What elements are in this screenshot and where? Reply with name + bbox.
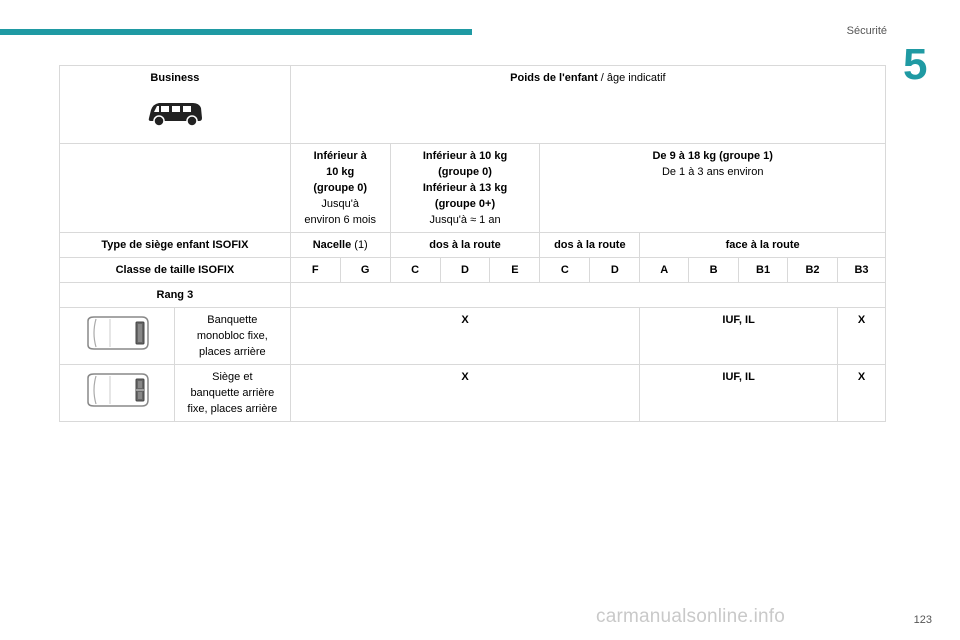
child-weight-header (290, 66, 885, 144)
car-top-view-seat-icon (82, 372, 152, 408)
group-1-cell (540, 144, 886, 233)
seat-description-cell (174, 308, 290, 365)
size-class-cell: G (340, 258, 390, 283)
watermark: carmanualsonline.info (596, 606, 786, 627)
page-number: 123 (913, 614, 932, 626)
empty-cell (290, 283, 885, 308)
seat-text: Siège et (212, 371, 253, 383)
section-title: Sécurité (846, 25, 887, 37)
age-text: Jusqu'à (321, 198, 359, 210)
rang-label: Rang 3 (60, 283, 291, 308)
seat-text: places arrière (199, 346, 266, 358)
rear-facing-cell: dos à la route (390, 233, 540, 258)
weight-groups-row (60, 144, 886, 233)
business-label: Business (150, 72, 200, 84)
group-0plus-cell (390, 144, 540, 233)
size-class-cell: B1 (739, 258, 788, 283)
group-text: Inférieur à 10 kg (422, 150, 508, 162)
group-text: (groupe 0+) (434, 198, 496, 210)
size-class-cell: C (540, 258, 590, 283)
weight-label: Poids de l'enfant (510, 72, 598, 84)
size-class-row (60, 258, 886, 283)
seat-text: banquette arrière (190, 387, 275, 399)
van-side-view-icon (145, 100, 205, 128)
nacelle-label: Nacelle (312, 239, 352, 251)
cell-value: X (290, 308, 639, 365)
age-label: / âge indicatif (597, 72, 666, 84)
size-class-cell: B (689, 258, 739, 283)
size-class-cell: A (640, 258, 689, 283)
cell-value: X (290, 365, 639, 422)
empty-cell (60, 144, 291, 233)
isofix-table (59, 65, 886, 422)
rang-row (60, 283, 886, 308)
seat-type-row (60, 233, 886, 258)
size-class-cell: D (590, 258, 640, 283)
cell-value: X (837, 365, 885, 422)
group-text: Inférieur à 13 kg (422, 182, 508, 194)
table-row (60, 308, 886, 365)
size-class-label: Classe de taille ISOFIX (60, 258, 291, 283)
size-class-cell: B3 (837, 258, 885, 283)
seat-text: Banquette (207, 314, 258, 326)
cell-value: IUF, IL (640, 308, 838, 365)
group-text: Inférieur à (313, 150, 367, 162)
seat-type-label: Type de siège enfant ISOFIX (60, 233, 291, 258)
seat-text: fixe, places arrière (187, 403, 278, 415)
size-class-cell: F (290, 258, 340, 283)
group-text: De 9 à 18 kg (groupe 1) (652, 150, 773, 162)
size-class-cell: B2 (788, 258, 838, 283)
size-class-cell: C (390, 258, 440, 283)
age-text: De 1 à 3 ans environ (661, 166, 764, 178)
chapter-color-bar (0, 29, 472, 35)
age-text: environ 6 mois (304, 214, 376, 226)
table-row (60, 365, 886, 422)
cell-value: X (837, 308, 885, 365)
group-0-cell (290, 144, 390, 233)
table-header-row (60, 66, 886, 144)
seat-description-cell (174, 365, 290, 422)
forward-facing-cell: face à la route (640, 233, 886, 258)
size-class-cell: D (440, 258, 490, 283)
group-text: (groupe 0) (313, 182, 368, 194)
rear-facing-cell: dos à la route (540, 233, 640, 258)
chapter-number: 5 (903, 40, 928, 89)
age-text: Jusqu'à ≈ 1 an (429, 214, 501, 226)
cell-value: IUF, IL (640, 365, 838, 422)
seat-icon-cell (60, 365, 175, 422)
nacelle-note: (1) (351, 239, 368, 251)
nacelle-cell (290, 233, 390, 258)
car-top-view-seat-icon (82, 315, 152, 351)
size-class-cell: E (490, 258, 540, 283)
seat-icon-cell (60, 308, 175, 365)
business-cell (60, 66, 291, 144)
group-text: 10 kg (326, 166, 355, 178)
group-text: (groupe 0) (438, 166, 492, 178)
seat-text: monobloc fixe, (196, 330, 268, 342)
